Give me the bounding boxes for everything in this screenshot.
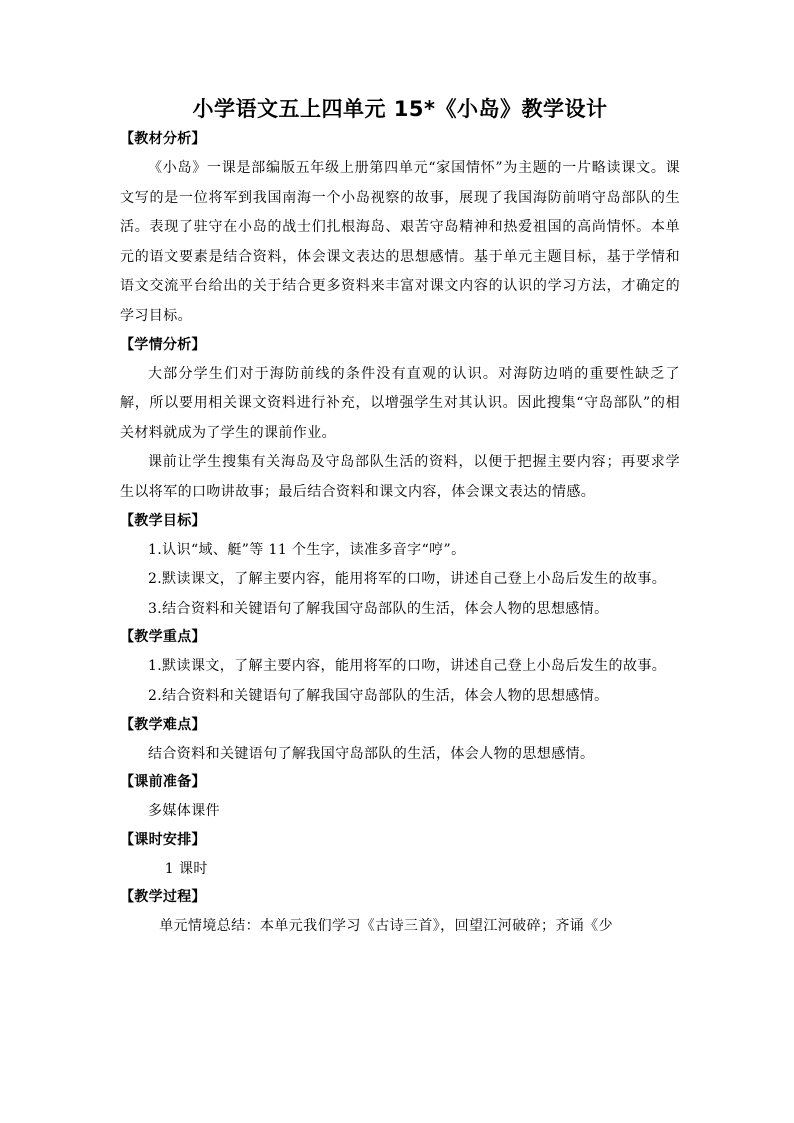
section-heading-teaching-goals: 【教学目标】 xyxy=(120,512,206,529)
difficulty-paragraph: 结合资料和关键语句了解我国守岛部队的生活，体会人物的思想感情。 xyxy=(148,745,595,762)
teaching-process-paragraph: 单元情境总结：本单元我们学习《古诗三首》，回望江河破碎；齐诵《少 xyxy=(159,918,613,935)
teaching-goal-1: 1.认识“域、艇”等 11 个生字，读准多音字“哼”。 xyxy=(148,541,466,558)
teaching-goal-3: 3.结合资料和关键语句了解我国守岛部队的生活，体会人物的思想感情。 xyxy=(148,600,609,617)
document-page xyxy=(120,92,680,942)
section-heading-preparation: 【课前准备】 xyxy=(120,774,206,791)
section-heading-teaching-process: 【教学过程】 xyxy=(120,889,206,906)
document-title: 小学语文五上四单元 15*《小岛》教学设计 xyxy=(192,97,608,121)
student-analysis-paragraph-1: 大部分学生们对于海防前线的条件没有直观的认识。对海防边哨的重要性缺乏了解，所以要用相关课文资料进行补充，以增强学生对其认识。因此搜集“守岛部队”的相关材料就成为了学生的课前作业。 xyxy=(120,365,680,441)
section-heading-student-analysis: 【学情分析】 xyxy=(120,336,206,353)
section-heading-key-points: 【教学重点】 xyxy=(120,629,206,646)
section-heading-textbook-analysis: 【教材分析】 xyxy=(120,131,206,147)
student-analysis-paragraph-2: 课前让学生搜集有关海岛及守岛部队生活的资料，以便于把握主要内容；再要求学生以将军的口吻讲故事；最后结合资料和课文内容，体会课文表达的情感。 xyxy=(120,454,680,500)
section-heading-difficulties: 【教学难点】 xyxy=(120,716,206,733)
schedule-paragraph: 1 课时 xyxy=(164,860,208,877)
preparation-paragraph: 多媒体课件 xyxy=(148,803,220,820)
key-point-2: 2.结合资料和关键语句了解我国守岛部队的生活，体会人物的思想感情。 xyxy=(148,687,609,704)
section-heading-schedule: 【课时安排】 xyxy=(120,831,206,848)
textbook-analysis-paragraph: 《小岛》一课是部编版五年级上册第四单元“家国情怀”为主题的一片略读课文。课文写的是一位将军到我国南海一个小岛视察的故事，展现了我国海防前哨守岛部队的生活。表现了驻守在小岛的战士们扎根海岛、艰苦守岛精神和热爱祖国的高尚情怀。本单元的语文要素是结合资料，体会课文表达的思想感情。基于单元主题目标，基于学情和语文交流平台给出的关于结合更多资料来丰富对课文内容的认识的学习方法，才确定的学习目标。 xyxy=(120,160,680,324)
key-point-1: 1.默读课文，了解主要内容，能用将军的口吻，讲述自己登上小岛后发生的故事。 xyxy=(148,658,667,675)
teaching-goal-2: 2.默读课文，了解主要内容，能用将军的口吻，讲述自己登上小岛后发生的故事。 xyxy=(148,571,667,588)
